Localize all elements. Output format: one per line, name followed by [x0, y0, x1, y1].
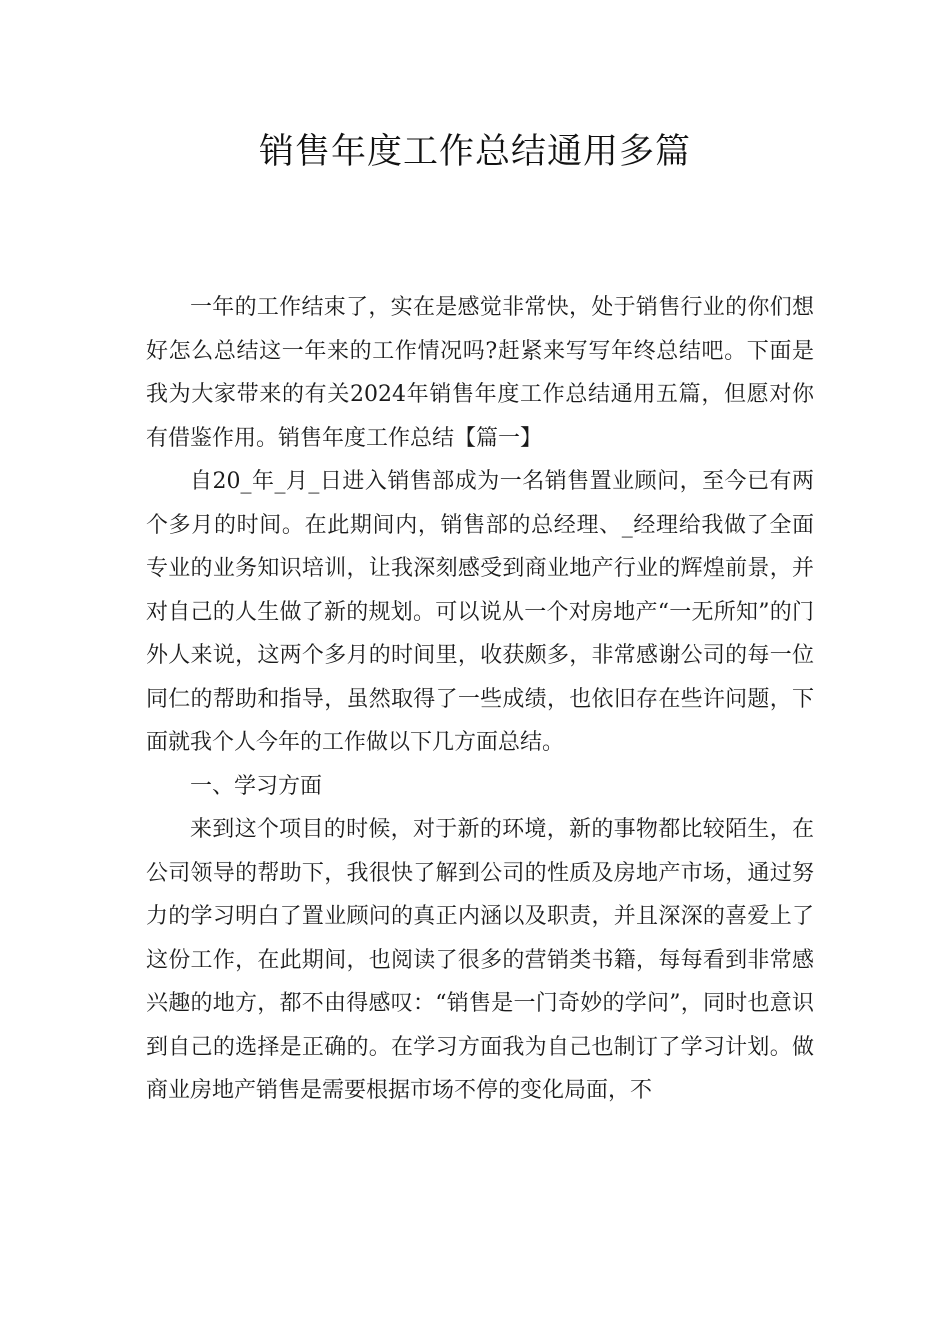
paragraph-study: 来到这个项目的时候，对于新的环境，新的事物都比较陌生，在公司领导的帮助下，我很快了解到公司的性质及房地产市场，通过努力的学习明白了置业顾问的真正内涵以及职责，并且深深的喜爱上了这份工作，在此期间，也阅读了很多的营销类书籍，每每看到非常感兴趣的地方，都不由得感叹：“销售是一门奇妙的学问”，同时也意识到自己的选择是正确的。在学习方面我为自己也制订了学习计划。做商业房地产销售是需要根据市场不停的变化局面，不 — [146, 817, 814, 1103]
paragraph-intro: 一年的工作结束了，实在是感觉非常快，处于销售行业的你们想好怎么总结这一年来的工作情况吗?赶紧来写写年终总结吧。下面是我为大家带来的有关2024年销售年度工作总结通用五篇，但愿对你有借鉴作用。销售年度工作总结【篇一】 — [146, 295, 814, 451]
section-heading-study: 一、学习方面 — [190, 773, 323, 799]
document-body — [146, 286, 814, 1113]
paragraph-experience: 自20_年_月_日进入销售部成为一名销售置业顾问，至今已有两个多月的时间。在此期间内，销售部的总经理、_经理给我做了全面专业的业务知识培训，让我深刻感受到商业地产行业的辉煌前景，并对自己的人生做了新的规划。可以说从一个对房地产“一无所知”的门外人来说，这两个多月的时间里，收获颇多，非常感谢公司的每一位同仁的帮助和指导，虽然取得了一些成绩，也依旧存在些许问题，下面就我个人今年的工作做以下几方面总结。 — [146, 469, 814, 755]
document-title: 销售年度工作总结通用多篇 — [258, 132, 691, 172]
